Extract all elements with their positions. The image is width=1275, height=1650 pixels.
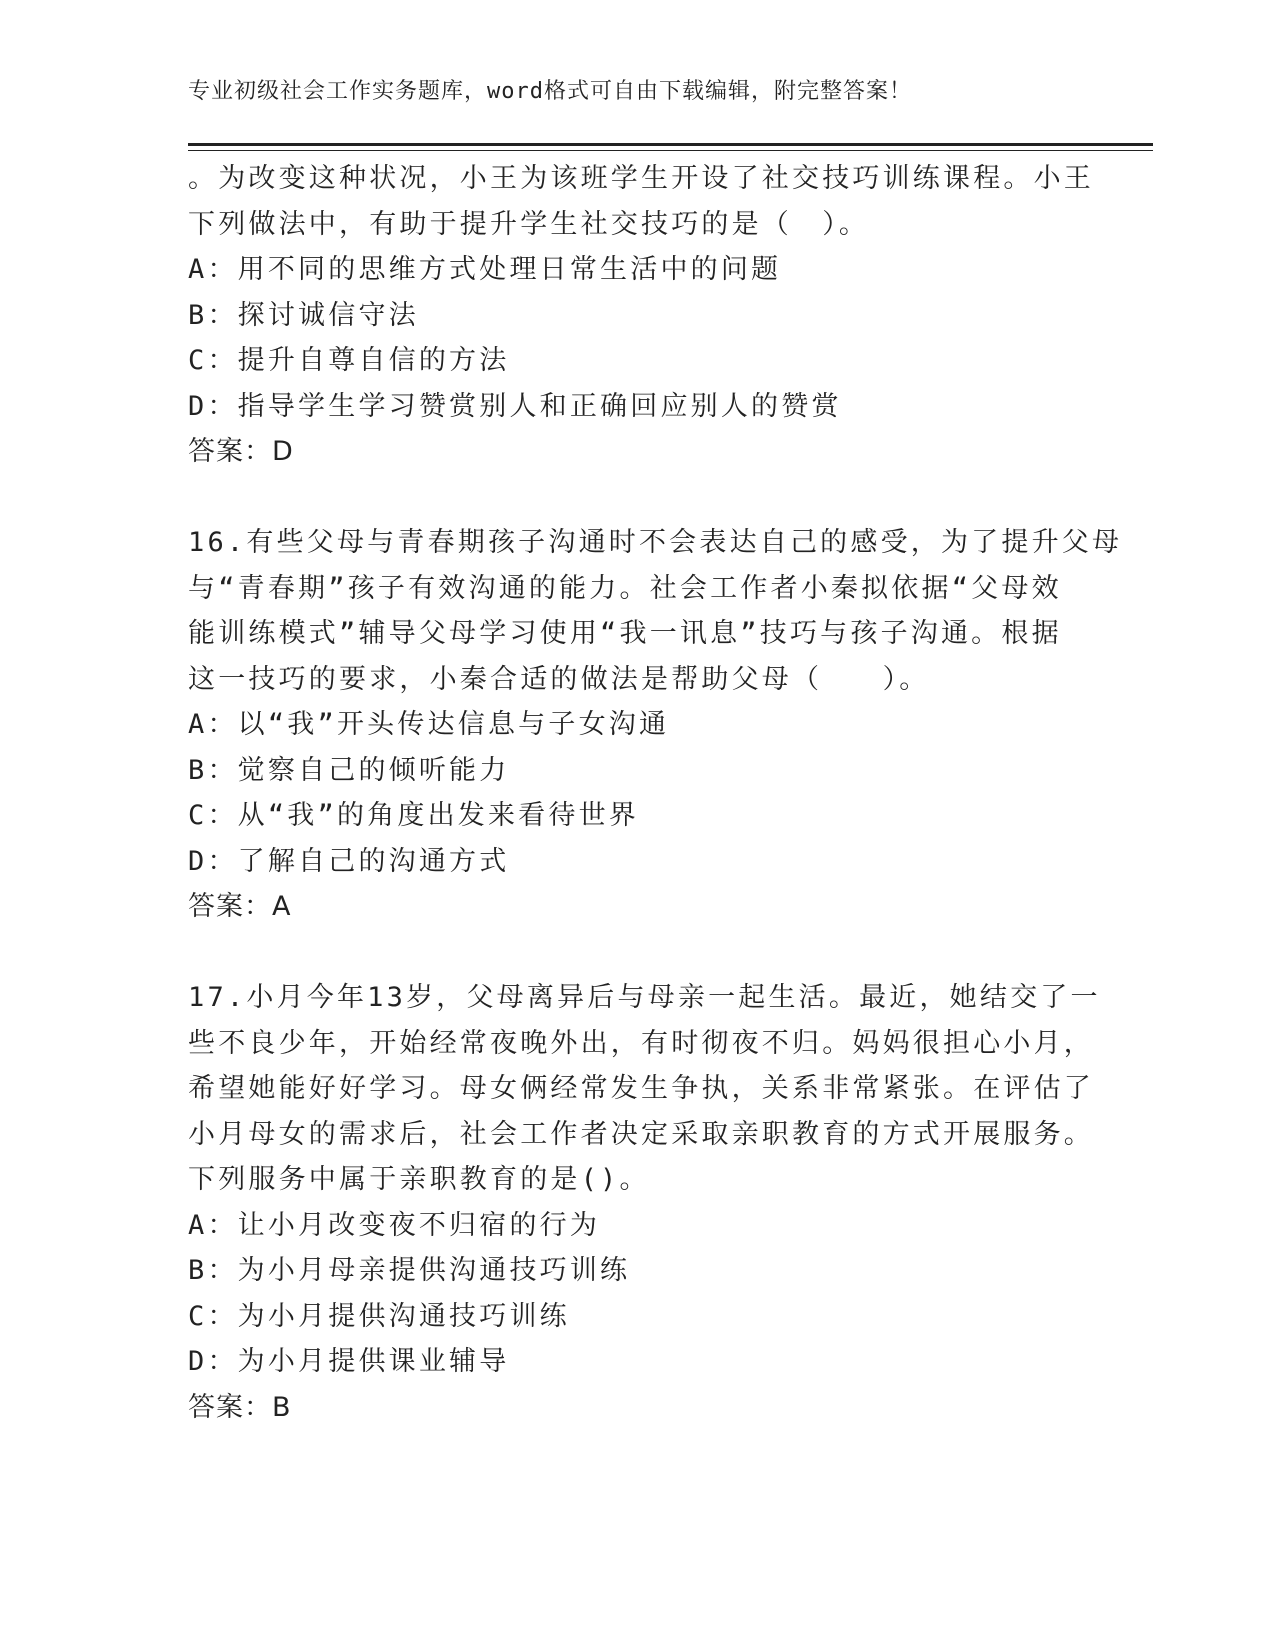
option-b: B：觉察自己的倾听能力 [188,754,510,786]
question-line: 能训练模式”辅导父母学习使用“我一讯息”技巧与孩子沟通。根据 [188,618,1062,649]
question-15-continued [188,156,1094,475]
option-a: A：让小月改变夜不归宿的行为 [188,1209,601,1241]
question-17 [188,975,1101,1430]
option-c: C：提升自尊自信的方法 [188,345,510,376]
header-divider-thin [188,150,1153,151]
option-d: D：了解自己的沟通方式 [188,845,510,877]
answer-line: 答案：D [188,436,294,467]
option-b: B：探讨诚信守法 [188,299,419,331]
question-16 [188,520,1123,930]
question-line: 小月母女的需求后，社会工作者决定采取亲职教育的方式开展服务。 [188,1118,1094,1150]
question-line: 与“青春期”孩子有效沟通的能力。社会工作者小秦拟依据“父母效 [188,572,1062,604]
option-c: C：为小月提供沟通技巧训练 [188,1300,570,1332]
header-divider-thick [188,143,1153,146]
option-a: A：用不同的思维方式处理日常生活中的问题 [188,254,782,285]
option-d: D：为小月提供课业辅导 [188,1346,510,1377]
question-line: 下列服务中属于亲职教育的是()。 [188,1164,650,1195]
question-line: 这一技巧的要求，小秦合适的做法是帮助父母（ ）。 [188,663,930,695]
answer-line: 答案：B [188,1391,292,1423]
question-line: 16.有些父母与青春期孩子沟通时不会表达自己的感受，为了提升父母 [188,527,1123,558]
option-d: D：指导学生学习赞赏别人和正确回应别人的赞赏 [188,390,842,422]
answer-line: 答案：A [188,891,292,922]
question-line: 下列做法中，有助于提升学生社交技巧的是（ ）。 [188,208,870,240]
option-b: B：为小月母亲提供沟通技巧训练 [188,1255,631,1286]
question-line: 些不良少年，开始经常夜晚外出，有时彻夜不归。妈妈很担心小月， [188,1027,1094,1059]
question-line: 希望她能好好学习。母女俩经常发生争执，关系非常紧张。在评估了 [188,1073,1094,1104]
question-line: 17.小月今年13岁，父母离异后与母亲一起生活。最近，她结交了一 [188,982,1101,1013]
option-a: A：以“我”开头传达信息与子女沟通 [188,709,670,740]
option-c: C：从“我”的角度出发来看待世界 [188,800,639,831]
page-header: 专业初级社会工作实务题库，word格式可自由下载编辑，附完整答案！ [188,79,912,104]
document-body [188,156,1123,1430]
question-line: 。为改变这种状况，小王为该班学生开设了社交技巧训练课程。小王 [188,163,1094,194]
